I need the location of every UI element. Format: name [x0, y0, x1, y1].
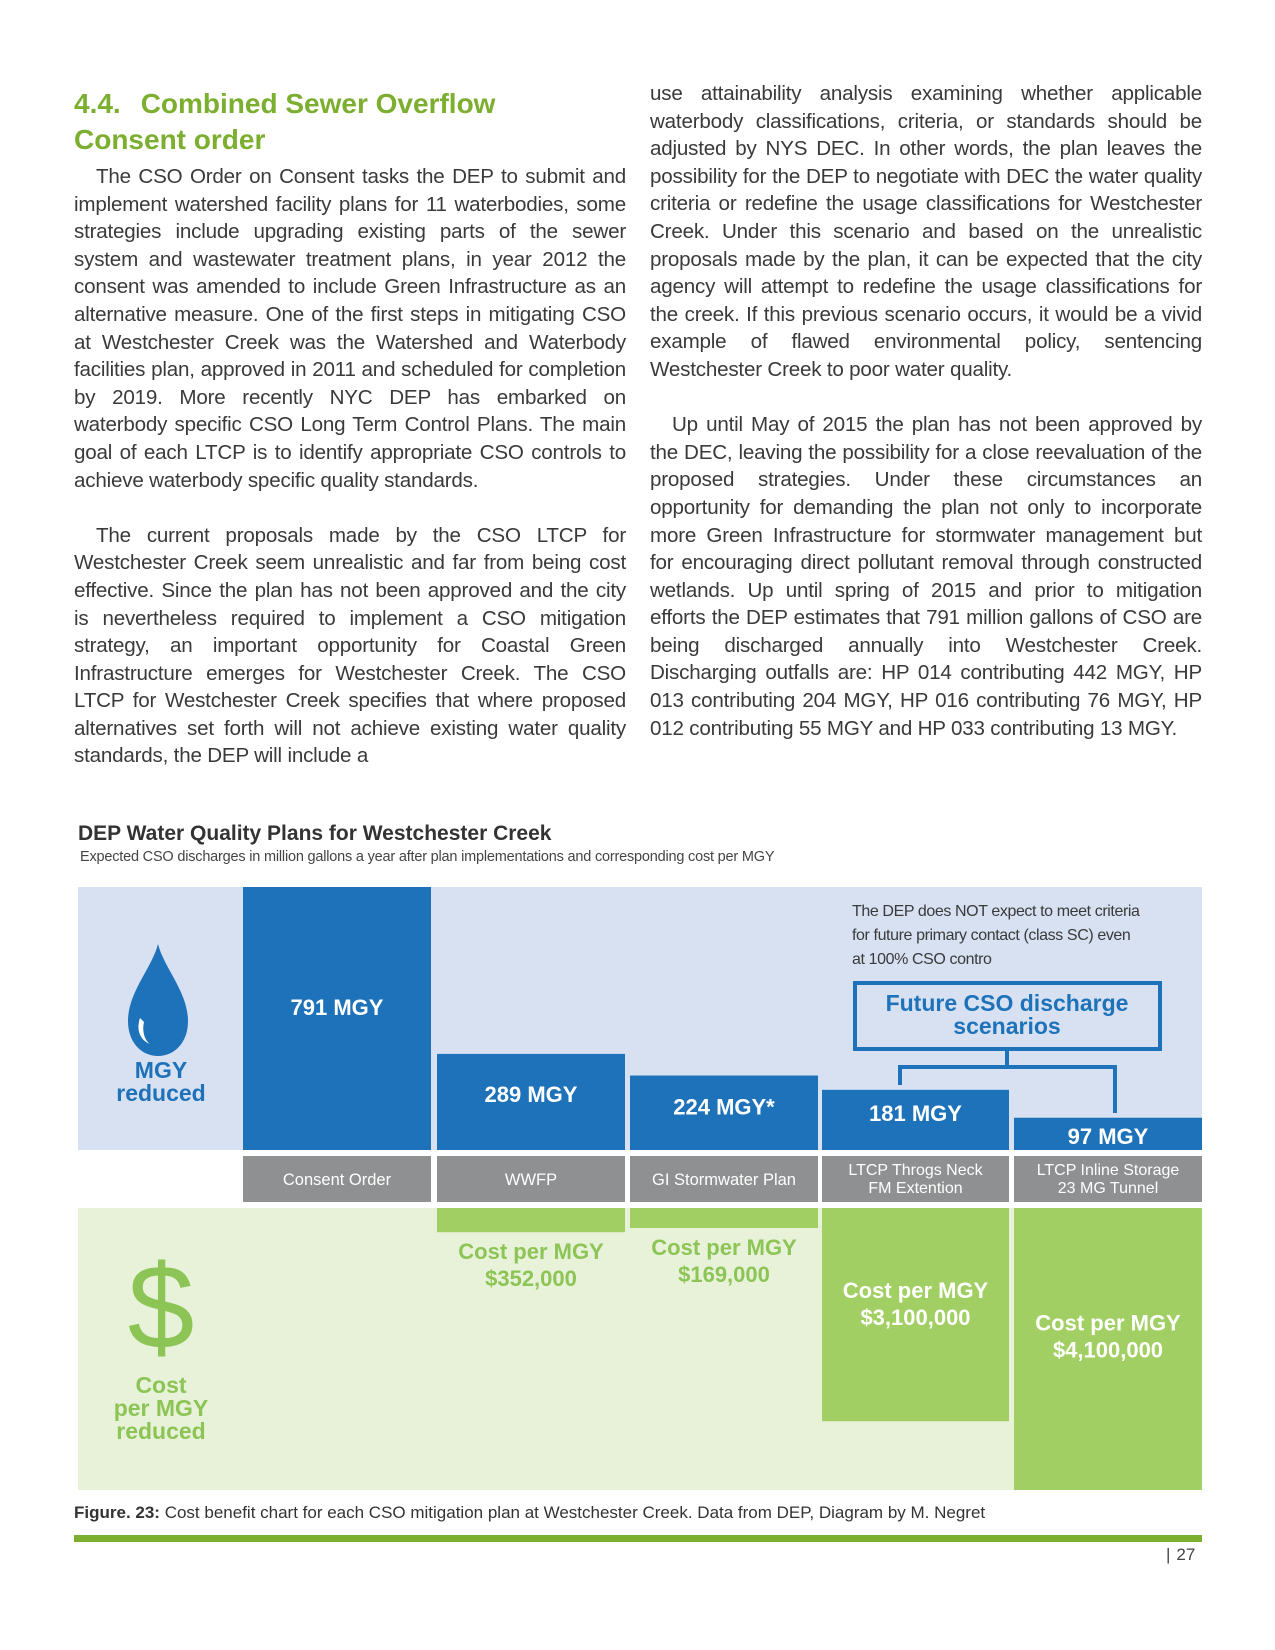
cost-bar [630, 1208, 818, 1228]
mgy-bar-label: 97 MGY [1067, 1124, 1149, 1149]
future-scenarios-label: Future CSO discharge [885, 990, 1129, 1016]
figure-caption [74, 1503, 985, 1523]
dollar-icon: $ [127, 1240, 195, 1374]
page-number-value: 27 [1176, 1545, 1196, 1564]
paragraph: Up until May of 2015 the plan has not been approved by the DEC, leaving the possibility for a close reevaluation of the proposed strategies. Under these circumstances an opportunity for demanding the plan not only to incorporate more Green Infrastructure for stormwater management but for encouraging direct pollutant removal through constructed wetlands. Up until spring of 2015 and prior to mitigation efforts the DEP estimates that 791 million gallons of CSO are being discharged annually into Westchester Creek. Discharging outfalls are: HP 014 contributing 442 MGY, HP 013 contributing 204 MGY, HP 016 contributing 76 MGY, HP 012 contributing 55 MGY and HP 033 contributing 13 MGY. [650, 413, 1202, 740]
paragraph: use attainability analysis examining whether applicable waterbody classifications, criteria, or standards should be adjusted by NYS DEC. In other words, the plan leaves the possibility for the DEP to negotiate with DEC the water quality criteria or redefine the usage classifications for Westchester Creek. Under this scenario and based on the unrealistic proposals made by the plan, it can be expected that the city agency will attempt to redefine the usage classifications for the creek. If this previous scenario occurs, it would be a vivid example of flawed environmental policy, sentencing Westchester Creek to poor water quality. [650, 82, 1202, 381]
category-label: GI Stormwater Plan [652, 1171, 796, 1189]
chart-title: DEP Water Quality Plans for Westchester Creek [78, 822, 552, 845]
category-label: FM Extention [868, 1180, 963, 1197]
category-label: LTCP Throgs Neck [848, 1162, 983, 1179]
chart-annotation: The DEP does NOT expect to meet criteria [852, 903, 1140, 920]
paragraph: The CSO Order on Consent tasks the DEP to submit and implement watershed facility plans for 11 waterbodies, some strategies include upgrading existing parts of the sewer system and wastewater treatment plans, in year 2012 the consent was amended to include Green Infrastructure as an alternative measure. One of the first steps in mitigating CSO at Westchester Creek was the Watershed and Waterbody facilities plan, approved in 2011 and scheduled for completion by 2019. More recently NYC DEP has embarked on waterbody specific CSO Long Term Control Plans. The main goal of each LTCP is to identify appropriate CSO controls to achieve waterbody specific quality standards. [74, 165, 626, 492]
category-label: Consent Order [282, 1171, 392, 1189]
cost-bar [437, 1208, 625, 1232]
caption-label: Figure. 23: [74, 1503, 160, 1522]
bottom-axis-label: Cost [135, 1372, 187, 1398]
bottom-axis-label: per MGY [113, 1395, 209, 1421]
paragraph: The current proposals made by the CSO LTCP for Westchester Creek seem unrealistic and far from being cost effective. Since the plan has not been approved and the city is nevertheless required to implement a CSO mitigation strategy, an important opportunity for Coastal Green Infrastructure emerges for Westchester Creek. The CSO LTCP for Westchester Creek specifies that where proposed alternatives set forth will not achieve existing water quality standards, the DEP will include a [74, 523, 626, 768]
cost-bar-value: $4,100,000 [1052, 1337, 1164, 1363]
cost-bar-value: $352,000 [485, 1266, 577, 1292]
page-number [1166, 1545, 1195, 1565]
bottom-axis-label: reduced [116, 1418, 206, 1444]
cost-bar-label: Cost per MGY [1035, 1310, 1181, 1336]
mgy-bar-label: 181 MGY [869, 1101, 962, 1127]
future-scenarios-label: scenarios [953, 1013, 1061, 1039]
cost-bar-value: $169,000 [678, 1262, 770, 1287]
cost-bar-label: Cost per MGY [458, 1239, 604, 1265]
cost-bar-label: Cost per MGY [842, 1278, 989, 1304]
cost-bar-value: $3,100,000 [860, 1305, 971, 1331]
cost-bar-label: Cost per MGY [651, 1235, 797, 1260]
footer-rule [74, 1535, 1202, 1542]
chart-annotation: at 100% CSO contro [852, 951, 992, 968]
top-axis-label: MGY [134, 1057, 188, 1083]
top-axis-label: reduced [116, 1080, 206, 1106]
caption-text: Cost benefit chart for each CSO mitigation plan at Westchester Creek. Data from DEP, Diagram by M. Negret [159, 1503, 986, 1522]
chart-subtitle: Expected CSO discharges in million gallons a year after plan implementations and corresponding cost per MGY [80, 849, 775, 865]
category-label: 23 MG Tunnel [1057, 1180, 1159, 1197]
page-number-separator: | [1166, 1545, 1171, 1564]
mgy-bar-label: 289 MGY [484, 1081, 578, 1107]
chart-annotation: for future primary contact (class SC) even [852, 927, 1131, 944]
section-title: Combined Sewer Overflow Consent order [74, 88, 496, 155]
category-label: LTCP Inline Storage [1036, 1162, 1180, 1179]
mgy-bar-label: 224 MGY* [673, 1094, 775, 1120]
mgy-bar-label: 791 MGY [290, 995, 384, 1020]
section-number: 4.4. [74, 88, 121, 119]
category-label: WWFP [504, 1171, 558, 1189]
